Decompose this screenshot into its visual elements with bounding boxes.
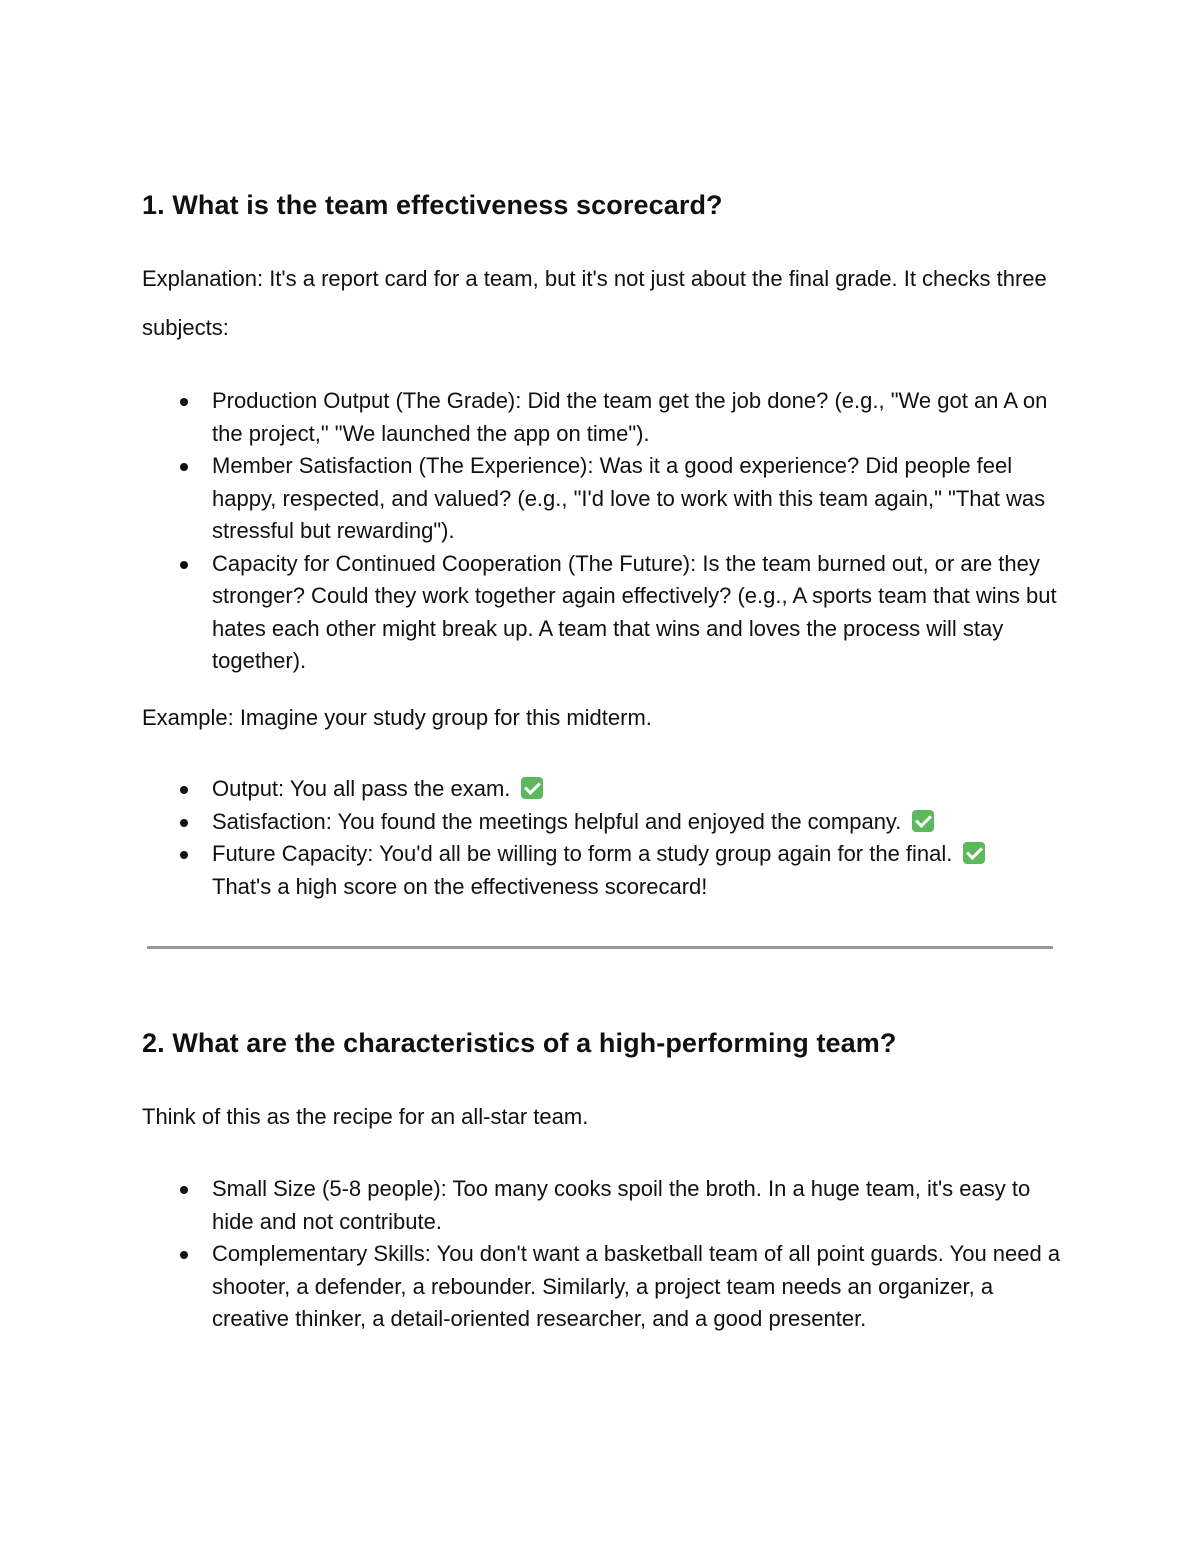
check-mark-icon [963, 842, 985, 864]
bullet-dot-icon [180, 463, 188, 471]
list-item-text: Small Size (5-8 people): Too many cooks spoil the broth. In a huge team, it's easy to hide and not contribute. [212, 1176, 1031, 1234]
list-item-text: Complementary Skills: You don't want a basketball team of all point guards. You need a shooter, a defender, a rebounder. Similarly, a project team needs an organizer, a creative thinker, a detail-oriented researcher, and a good presenter. [212, 1241, 1061, 1331]
section-2-title: 2. What are the characteristics of a high-performing team? [142, 1028, 897, 1058]
section-1-title: 1. What is the team effectiveness scorecard? [142, 190, 723, 220]
bullet-dot-icon [180, 398, 188, 406]
bullet-dot-icon [180, 561, 188, 569]
list-item-text: Future Capacity: You'd all be willing to form a study group again for the final. [212, 841, 953, 866]
section-2-bullet-list [142, 1173, 1062, 1336]
bullet-dot-icon [180, 819, 188, 827]
bullet-dot-icon [180, 851, 188, 859]
list-item [142, 385, 1062, 450]
section-divider [147, 946, 1053, 949]
list-item [142, 548, 1062, 678]
bullet-dot-icon [180, 1251, 188, 1259]
list-item [142, 1173, 1062, 1238]
section-1-bullet-list [142, 385, 1062, 678]
list-item-text: Capacity for Continued Cooperation (The Future): Is the team burned out, or are they stronger? Could they work together again effectively? (e.g., A sports team that wins but hates each other might break up. A team that wins and loves the process will stay together). [212, 550, 1057, 673]
bullet-dot-icon [180, 786, 188, 794]
section-1-explanation: Explanation: It's a report card for a team, but it's not just about the final grade. It checks three subjects: [142, 266, 1047, 340]
bullet-dot-icon [180, 1186, 188, 1194]
list-item [142, 450, 1062, 548]
list-item [142, 806, 1062, 839]
check-mark-icon [521, 777, 543, 799]
example-conclusion: That's a high score on the effectiveness scorecard! [212, 873, 708, 899]
list-item [142, 1238, 1062, 1336]
list-item-text: Output: You all pass the exam. [212, 776, 511, 801]
list-item-text: Member Satisfaction (The Experience): Was it a good experience? Did people feel happy, respected, and valued? (e.g., "I'd love to work with this team again," "That was stressful but rewarding"). [212, 453, 1046, 543]
list-item-text: Production Output (The Grade): Did the team get the job done? (e.g., "We got an A on the project," "We launched the app on time"). [212, 388, 1048, 446]
section-1-example-list [142, 773, 1062, 903]
list-item [142, 838, 1062, 903]
list-item-text: Satisfaction: You found the meetings helpful and enjoyed the company. [212, 808, 902, 834]
list-item [142, 773, 1062, 806]
section-1-example: Example: Imagine your study group for this midterm. [142, 705, 652, 730]
section-2-intro: Think of this as the recipe for an all-star team. [142, 1104, 589, 1129]
check-mark-icon [912, 810, 934, 832]
